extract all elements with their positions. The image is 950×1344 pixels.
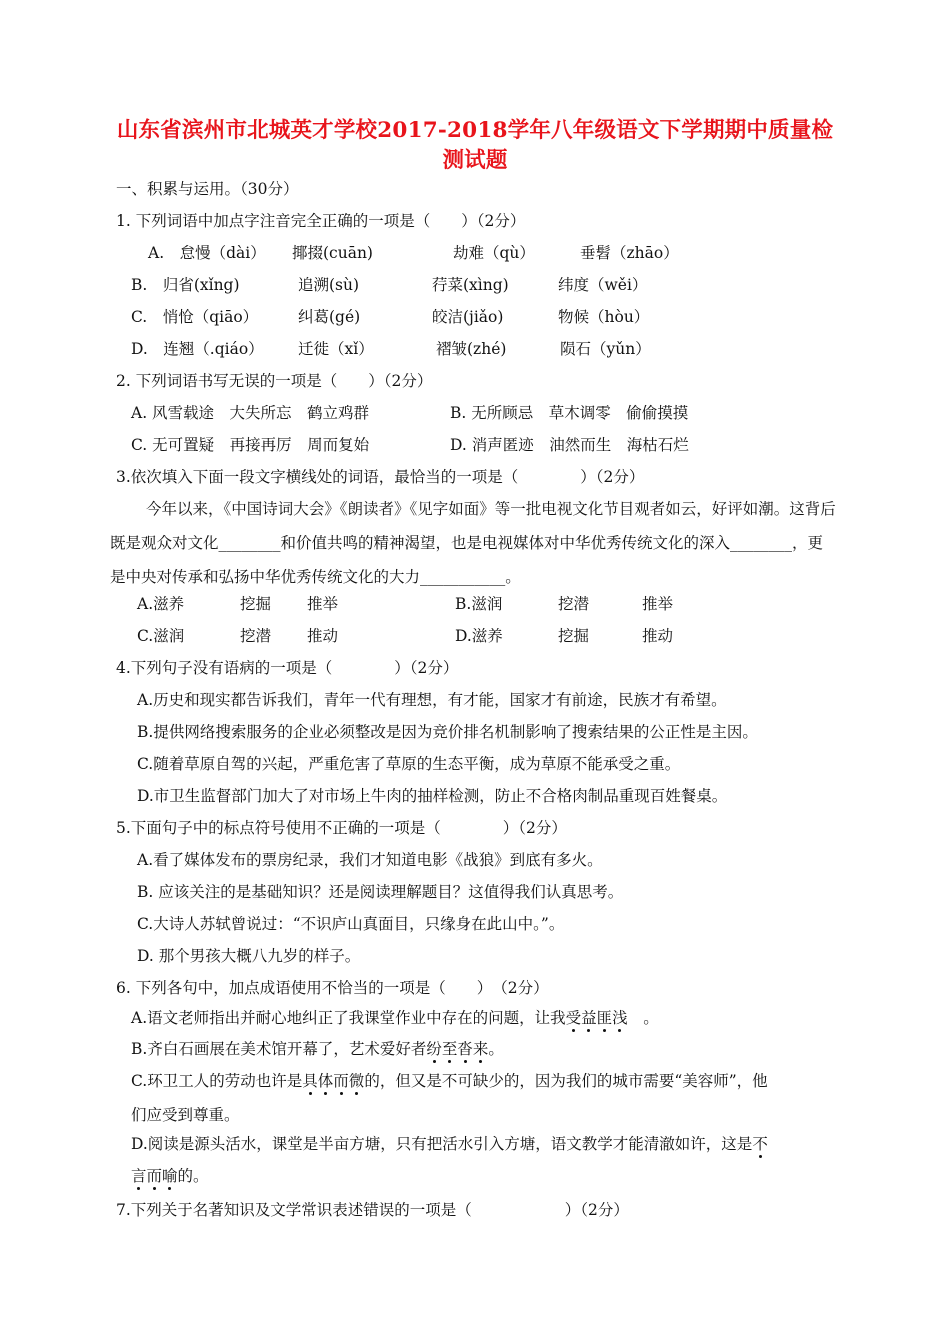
q5-option-b: B. 应该关注的是基础知识？还是阅读理解题目？这值得我们认真思考。 [137, 883, 624, 901]
q1-option-a-word: 揶掇(cuān) [292, 244, 373, 262]
q5-option-c: C.大诗人苏轼曾说过：“不识庐山真面目，只缘身在此山中。”。 [137, 915, 565, 933]
q1-option-d: D. 连翘（.qiáo） [131, 340, 264, 358]
q3-option-c-3: 推动 [307, 627, 339, 645]
q6-option-b [131, 1039, 504, 1059]
q3-option-a-2: 挖掘 [240, 595, 272, 613]
q3-option-d-3: 推动 [642, 627, 674, 645]
q6-option-d-idiom-end [131, 1167, 178, 1185]
q1-option-d-word: 迁徙（xǐ） [298, 340, 374, 358]
q1-option-b-word: 追溯(sù) [298, 276, 360, 294]
q1-option-c-word: 纠葛(gé) [298, 308, 361, 326]
emphasis-char: 微 [348, 1072, 365, 1090]
question-5-stem: 5.下面句子中的标点符号使用不正确的一项是（ ）（2分） [116, 819, 567, 837]
q2-option-c: C. 无可置疑 再接再厉 周而复始 [131, 436, 370, 454]
question-2-stem: 2. 下列词语书写无误的一项是（ ）（2分） [116, 372, 433, 390]
q6-option-c-text-cont: 的，但又是不可缺少的，因为我们的城市需要“美容师”，他 [364, 1072, 768, 1090]
q6-option-a [131, 1008, 659, 1028]
emphasis-char: 益 [581, 1009, 597, 1027]
emphasis-char: 匪 [596, 1009, 613, 1027]
q6-option-d [131, 1134, 768, 1154]
q1-option-d-word: 褶皱(zhé) [436, 340, 507, 358]
emphasis-char: 纷 [426, 1040, 442, 1058]
q1-option-b-word: 纬度（wěi） [558, 276, 648, 294]
q1-option-a-word: 劫难（qù） [453, 244, 535, 262]
document-title-line-1: 山东省滨州市北城英才学校2017-2018学年八年级语文下学期期中质量检 [116, 118, 834, 143]
q6-option-d-end: 的。 [177, 1167, 209, 1185]
question-7-stem: 7.下列关于名著知识及文学常识表述错误的一项是（ ）（2分） [116, 1201, 629, 1219]
q2-option-b: B. 无所顾忌 草木调零 偷偷摸摸 [450, 404, 689, 422]
q1-option-a: A. 怠慢（dài） [148, 244, 266, 262]
q5-option-d: D. 那个男孩大概八九岁的样子。 [137, 947, 361, 965]
q1-option-b: B. 归省(xǐng) [131, 276, 240, 294]
emphasis-char: 具 [302, 1072, 318, 1090]
q4-option-b: B.提供网络搜索服务的企业必须整改是因为竞价排名机制影响了搜索结果的公正性是主因。 [137, 723, 758, 741]
q1-option-a-word: 垂髫（zhāo） [580, 244, 679, 262]
q1-option-c: C. 悄怆（qiāo） [131, 308, 259, 326]
q6-option-b-idiom [426, 1040, 488, 1058]
q6-option-c-text: C.环卫工人的劳动也许是 [131, 1072, 303, 1090]
emphasis-char: 来 [472, 1040, 489, 1058]
q3-option-a-3: 推举 [307, 595, 339, 613]
q6-option-c-idiom [302, 1072, 364, 1090]
q6-option-a-end: 。 [627, 1009, 659, 1027]
q6-option-d-line-2 [131, 1166, 209, 1186]
q6-option-b-end: 。 [488, 1040, 504, 1058]
question-4-stem: 4.下列句子没有语病的一项是（ ）（2分） [116, 659, 459, 677]
emphasis-char: 不 [752, 1135, 768, 1153]
emphasis-char: 喻 [162, 1167, 178, 1185]
emphasis-char: 浅 [612, 1009, 628, 1027]
question-3-passage: 今年以来，《中国诗词大会》《朗读者》《见字如面》等一批电视文化节目观者如云，好评如潮。这背后既是观众对文化________和价值共鸣的精神渴望，也是电视媒体对中华优秀传统文化的深入________，更是中央对传承和弘扬中华优秀传统文化的大力___________。 [110, 500, 836, 586]
q4-option-a: A.历史和现实都告诉我们，青年一代有理想，有才能，国家才有前途，民族才有希望。 [137, 691, 727, 709]
q3-option-b-2: 挖潜 [558, 595, 590, 613]
q2-option-d: D. 消声匿迹 油然而生 海枯石烂 [450, 436, 689, 454]
q1-option-c-word: 皎洁(jiǎo) [432, 308, 504, 326]
emphasis-char: 而 [146, 1167, 163, 1185]
section-heading: 一、积累与运用。（30分） [116, 180, 299, 198]
q5-option-a: A.看了媒体发布的票房纪录，我们才知道电影《战狼》到底有多火。 [137, 851, 603, 869]
q1-option-d-word: 陨石（yǔn） [560, 340, 651, 358]
q6-option-a-idiom [566, 1009, 628, 1027]
emphasis-char: 而 [333, 1072, 349, 1090]
q3-option-b-3: 推举 [642, 595, 674, 613]
q4-option-c: C.随着草原自驾的兴起，严重危害了草原的生态平衡，成为草原不能承受之重。 [137, 755, 681, 773]
q3-option-a-1: A.滋养 [137, 595, 185, 613]
q6-option-c [131, 1071, 768, 1091]
q1-option-c-word: 物候（hòu） [558, 308, 650, 326]
document-title-line-2: 测试题 [442, 148, 508, 173]
emphasis-char: 体 [317, 1072, 334, 1090]
q3-option-c-2: 挖潜 [240, 627, 272, 645]
question-6-stem: 6. 下列各句中，加点成语使用不恰当的一项是（ ） （2分） [116, 979, 549, 997]
q3-option-c-1: C.滋润 [137, 627, 185, 645]
question-1-stem: 1. 下列词语中加点字注音完全正确的一项是（ ）（2分） [116, 212, 526, 230]
q6-option-d-text: D.阅读是源头活水，课堂是半亩方塘，只有把活水引入方塘，语文教学才能清澈如许，这是 [131, 1135, 753, 1153]
emphasis-char: 受 [565, 1009, 582, 1027]
q4-option-d: D.市卫生监督部门加大了对市场上牛肉的抽样检测，防止不合格肉制品重现百姓餐桌。 [137, 787, 728, 805]
q6-option-a-text: A.语文老师指出并耐心地纠正了我课堂作业中存在的问题，让我 [131, 1009, 566, 1027]
q6-option-b-text: B.齐白石画展在美术馆开幕了，艺术爱好者 [131, 1040, 427, 1058]
q6-option-c-line-2: 们应受到尊重。 [131, 1106, 240, 1124]
emphasis-char: 言 [131, 1167, 147, 1185]
question-3-stem: 3.依次填入下面一段文字横线处的词语，最恰当的一项是（ ）（2分） [116, 468, 645, 486]
q3-option-d-1: D.滋养 [455, 627, 503, 645]
q1-option-b-word: 荇菜(xìng) [432, 276, 509, 294]
q3-option-d-2: 挖掘 [558, 627, 590, 645]
q2-option-a: A. 风雪载途 大失所忘 鹤立鸡群 [131, 404, 370, 422]
q6-option-d-idiom-start [752, 1135, 768, 1153]
emphasis-char: 沓 [457, 1040, 473, 1058]
q3-option-b-1: B.滋润 [455, 595, 503, 613]
emphasis-char: 至 [441, 1040, 458, 1058]
